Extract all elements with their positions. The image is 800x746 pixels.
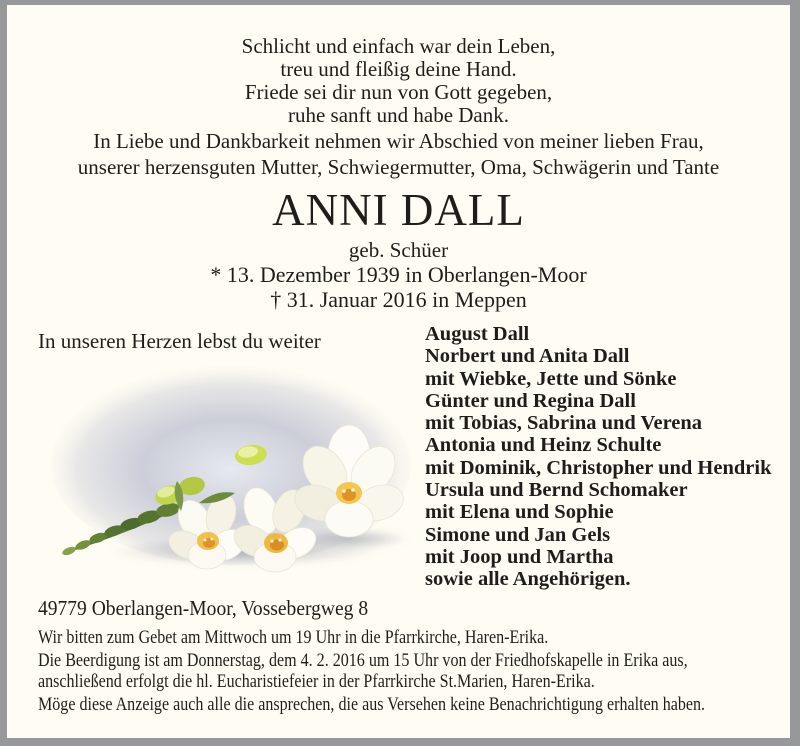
mourner-line: August Dall bbox=[425, 323, 530, 345]
mourner-line: mit Elena und Sophie bbox=[425, 501, 614, 524]
closing-notice: Möge diese Anzeige auch alle die ansprechen, die aus Versehen keine Benachrichtigung erhalten haben. bbox=[38, 694, 706, 715]
funeral-notice bbox=[38, 651, 790, 692]
mourner-line: mit Dominik, Christopher und Hendrik bbox=[425, 456, 772, 479]
poem-line: Schlicht und einfach war dein Leben, bbox=[241, 34, 556, 58]
death-date-line: † 31. Januar 2016 in Meppen bbox=[270, 287, 527, 312]
birth-date-line: * 13. Dezember 1939 in Oberlangen-Moor bbox=[210, 262, 587, 287]
mourner-line: Günter und Regina Dall bbox=[425, 389, 636, 412]
mourner-line: Ursula und Bernd Schomaker bbox=[425, 479, 688, 502]
freesia-photo bbox=[49, 343, 419, 588]
life-dates bbox=[7, 262, 790, 312]
address-line: 49779 Oberlangen-Moor, Vossebergweg 8 bbox=[38, 596, 369, 620]
freesia-illustration bbox=[49, 343, 419, 588]
mourner-line: mit Wiebke, Jette und Sönke bbox=[425, 367, 677, 390]
mourner-line: sowie alle Angehörigen. bbox=[425, 568, 631, 591]
poem-line: ruhe sanft und habe Dank. bbox=[287, 103, 509, 127]
poem-line: Friede sei dir nun von Gott gegeben, bbox=[244, 80, 553, 104]
mourner-line: mit Tobias, Sabrina und Verena bbox=[425, 412, 703, 435]
remembrance-line: In unseren Herzen lebst du weiter bbox=[38, 329, 321, 353]
funeral-notice-line: anschließend erfolgt die hl. Eucharistiefeier in der Pfarrkirche St.Marien, Haren-Erika. bbox=[38, 670, 595, 692]
prayer-notice: Wir bitten zum Gebet am Mittwoch um 19 Uhr in die Pfarrkirche, Haren-Erika. bbox=[38, 627, 549, 648]
deceased-name: ANNI DALL bbox=[272, 185, 525, 235]
mourner-line: Antonia und Heinz Schulte bbox=[425, 434, 662, 457]
introduction bbox=[7, 129, 790, 180]
funeral-notice-line: Die Beerdigung ist am Donnerstag, dem 4. 2. 2016 um 15 Uhr von der Friedhofskapelle in Erika aus, bbox=[38, 650, 688, 671]
mourner-line: mit Joop und Martha bbox=[425, 545, 614, 568]
intro-line: unserer herzensguten Mutter, Schwiegermutter, Oma, Schwägerin und Tante bbox=[77, 154, 720, 179]
maiden-name: geb. Schüer bbox=[348, 238, 449, 262]
mourners-list bbox=[425, 323, 771, 591]
mourner-line: Norbert und Anita Dall bbox=[425, 345, 630, 368]
obituary-page bbox=[7, 5, 790, 738]
poem bbox=[7, 35, 790, 127]
poem-line: treu und fleißig deine Hand. bbox=[280, 57, 517, 81]
intro-line: In Liebe und Dankbarkeit nehmen wir Abschied von meiner lieben Frau, bbox=[93, 129, 704, 153]
mourner-line: Simone und Jan Gels bbox=[425, 523, 611, 546]
